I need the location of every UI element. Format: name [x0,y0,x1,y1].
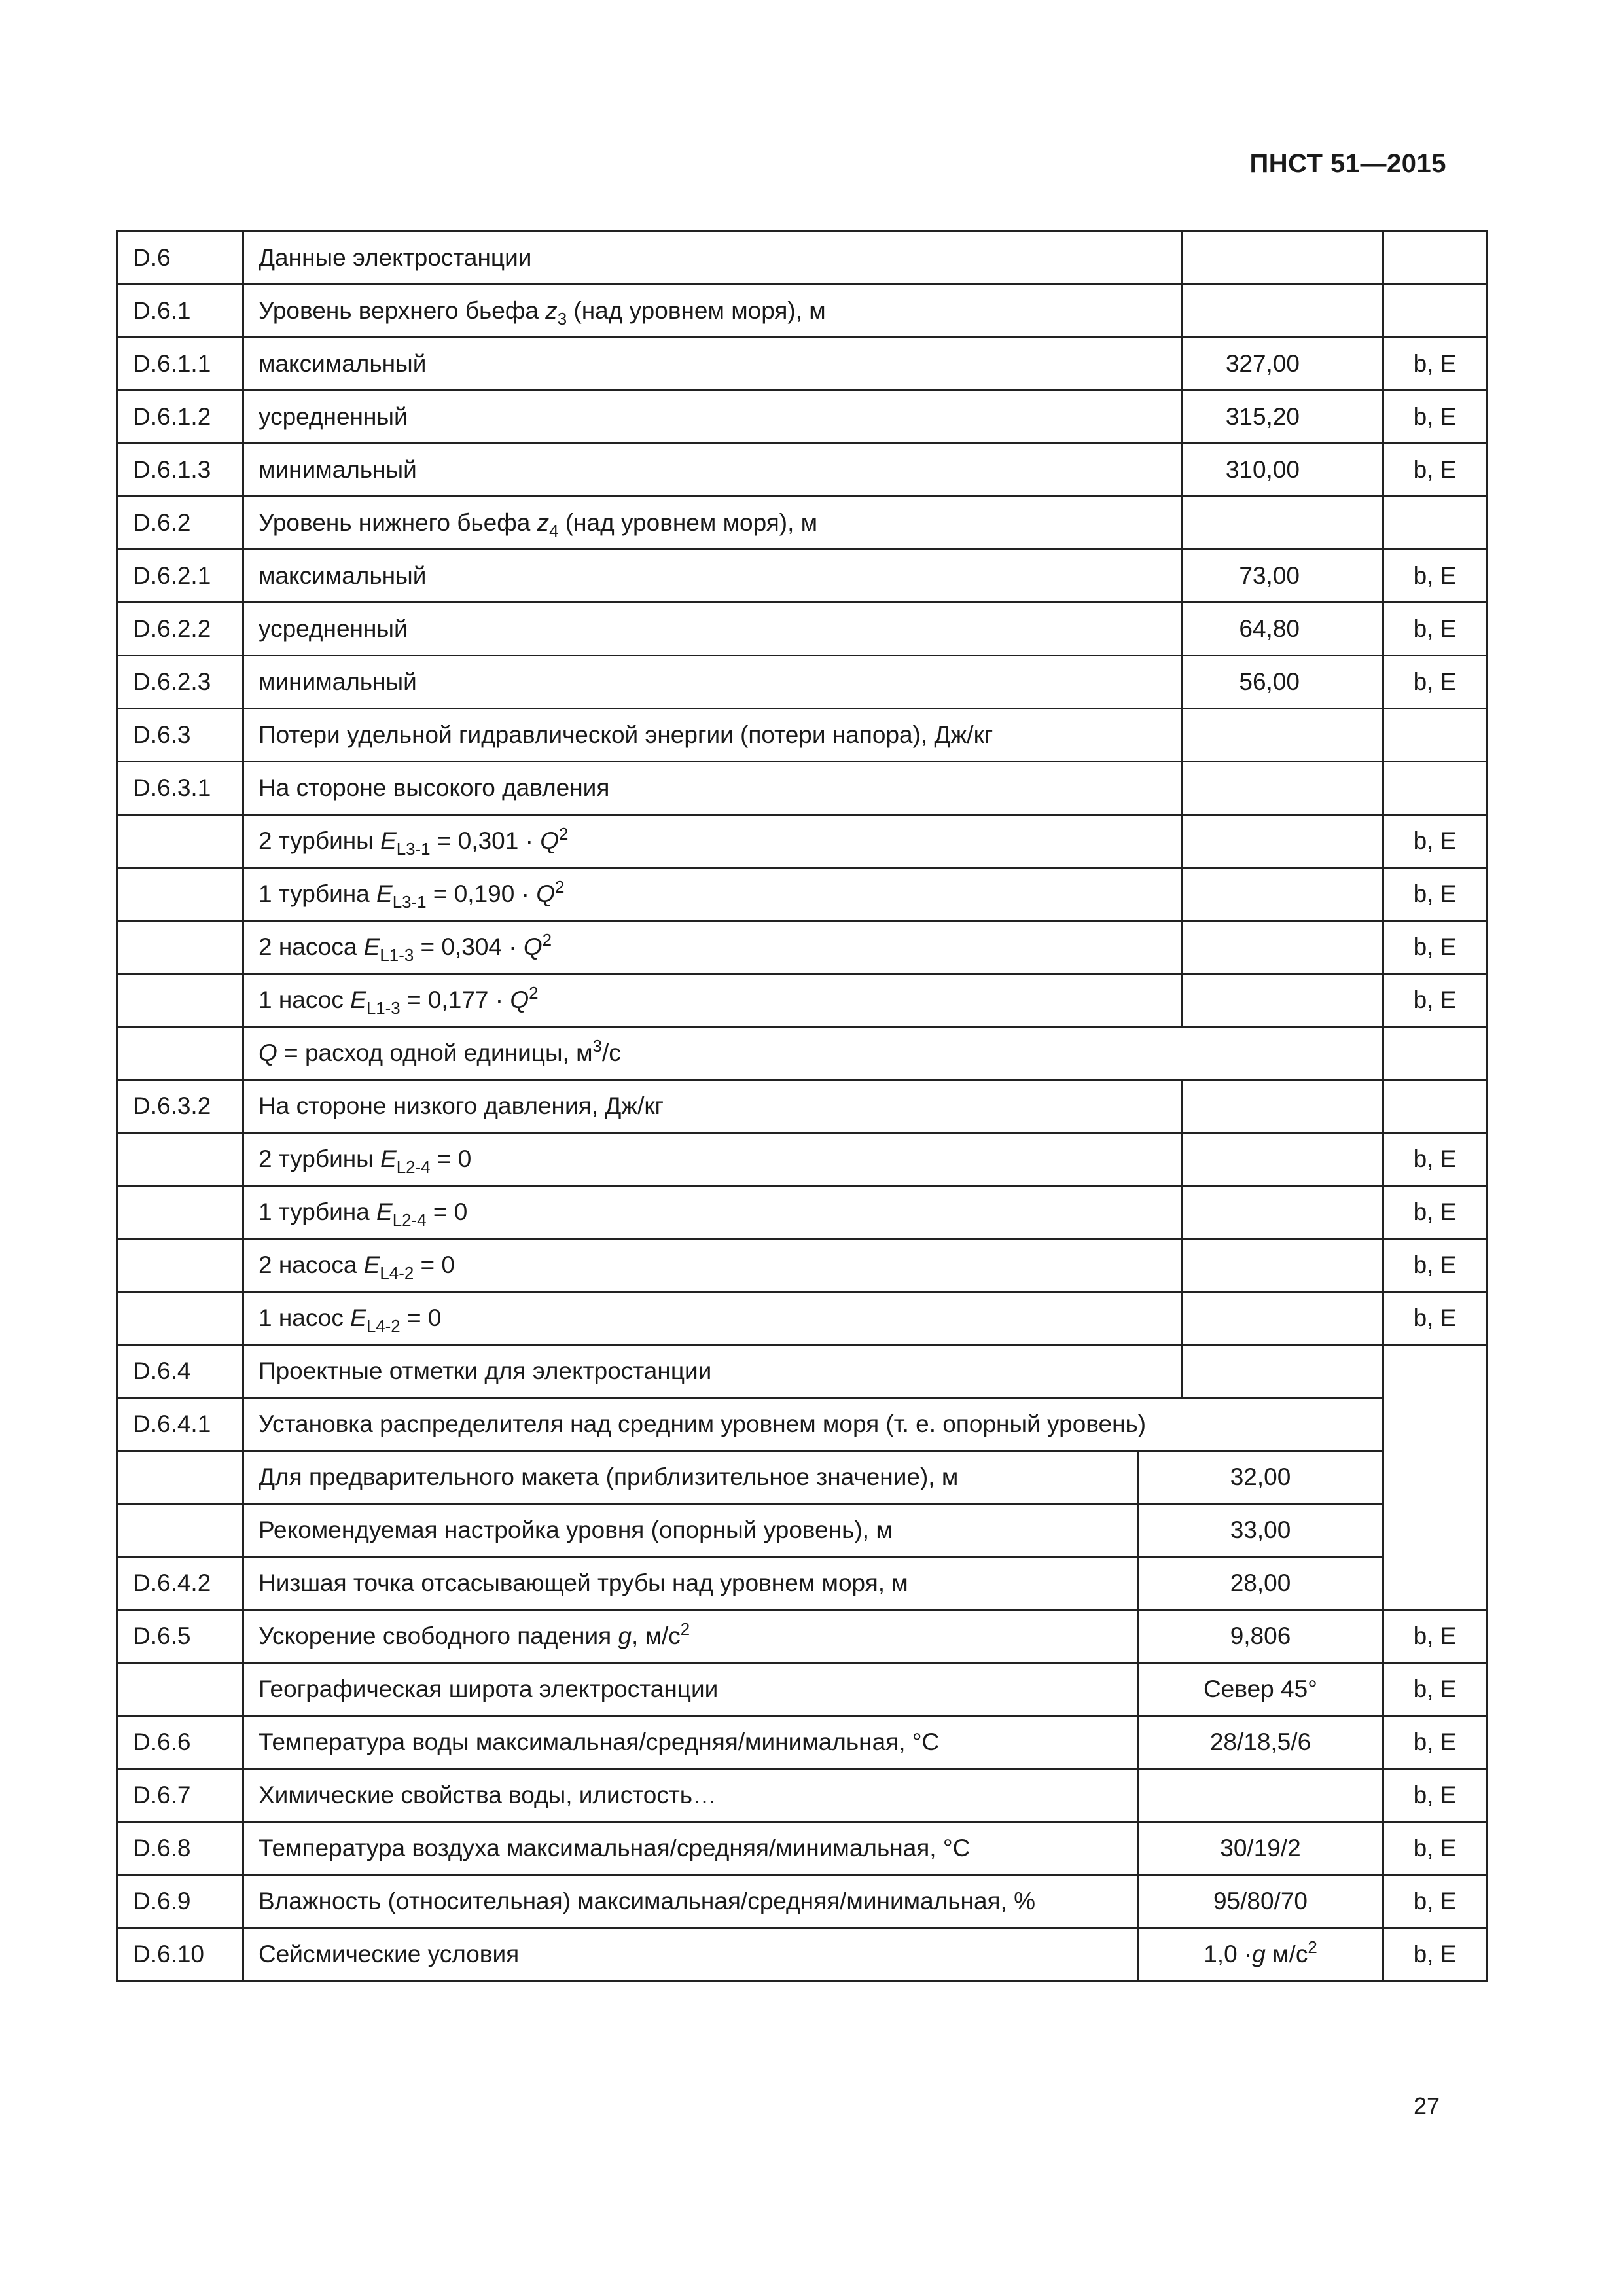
row-source: b, E [1383,391,1487,444]
table-row [118,550,1487,603]
table-row [118,1716,1487,1769]
specification-table [116,230,1488,1982]
row-value [1182,815,1383,868]
row-source: b, E [1383,815,1487,868]
row-description: Q = расход одной единицы, $м^3/с$ [243,1027,1383,1080]
row-code [118,1504,243,1557]
row-code [118,1663,243,1716]
table-row [118,285,1487,338]
row-code: D.6 [118,232,243,285]
table-row [118,391,1487,444]
row-value: 73,00 [1182,550,1383,603]
table-row [118,868,1487,921]
row-value: 9,806 [1138,1610,1383,1663]
row-code: D.6.1.3 [118,444,243,497]
table-row [118,1875,1487,1928]
row-value: 28/18,5/6 [1138,1716,1383,1769]
row-source: b, E [1383,921,1487,974]
row-value: 32,00 [1138,1451,1383,1504]
row-description: 1 турбина $E_{L3-1} = 0,190 \cdot Q^2$ [243,868,1182,921]
row-value: 327,00 [1182,338,1383,391]
row-description: На стороне высокого давления [243,762,1182,815]
table-row [118,338,1487,391]
table-row [118,974,1487,1027]
row-description: Влажность (относительная) максимальная/средняя/минимальная, % [243,1875,1138,1928]
table-row [118,1239,1487,1292]
row-source [1383,232,1487,285]
table-row [118,497,1487,550]
row-code: D.6.3.2 [118,1080,243,1133]
row-code: D.6.1.1 [118,338,243,391]
row-source [1383,285,1487,338]
table-row [118,1610,1487,1663]
row-value [1182,1080,1383,1133]
row-value [1182,1292,1383,1345]
row-source [1383,709,1487,762]
row-code: D.6.4.2 [118,1557,243,1610]
row-source: b, E [1383,1133,1487,1186]
table-row [118,232,1487,285]
row-description: Географическая широта электростанции [243,1663,1138,1716]
row-description: усредненный [243,603,1182,656]
table-row [118,1186,1487,1239]
row-description: 2 турбины $E_{L2-4} = 0$ [243,1133,1182,1186]
row-description: Установка распределителя над средним уровнем моря (т. е. опорный уровень) [243,1398,1383,1451]
table-row [118,1451,1487,1504]
row-description: Рекомендуемая настройка уровня (опорный уровень), м [243,1504,1138,1557]
table-row [118,1345,1487,1398]
row-code: D.6.1.2 [118,391,243,444]
row-code: D.6.6 [118,1716,243,1769]
row-source: b, E [1383,1769,1487,1822]
row-value [1182,974,1383,1027]
row-description: Низшая точка отсасывающей трубы над уровнем моря, м [243,1557,1138,1610]
table-row [118,656,1487,709]
row-source [1383,497,1487,550]
table-row [118,762,1487,815]
row-description: 1 насос $E_{L1-3} = 0,177 \cdot Q^2$ [243,974,1182,1027]
row-value [1182,921,1383,974]
row-description: Уровень нижнего бьефа $z_4$ (над уровнем моря), м [243,497,1182,550]
row-description: максимальный [243,550,1182,603]
row-value [1182,868,1383,921]
row-source: b, E [1383,550,1487,603]
row-description: На стороне низкого давления, Дж/кг [243,1080,1182,1133]
row-source: b, E [1383,1610,1487,1663]
table-row [118,1928,1487,1981]
row-description: 1 турбина $E_{L2-4} = 0$ [243,1186,1182,1239]
row-value [1182,709,1383,762]
row-code [118,921,243,974]
row-value [1182,762,1383,815]
table-row [118,921,1487,974]
row-code: D.6.7 [118,1769,243,1822]
table-row [118,444,1487,497]
row-description: Температура воздуха максимальная/средняя/минимальная, °С [243,1822,1138,1875]
table-row [118,709,1487,762]
table-row [118,1080,1487,1133]
row-code: D.6.2 [118,497,243,550]
row-description: Уровень верхнего бьефа $z_3$ (над уровнем моря), м [243,285,1182,338]
row-description: Потери удельной гидравлической энергии (потери напора), Дж/кг [243,709,1182,762]
merged-source-cell [1383,1345,1487,1610]
row-code: D.6.10 [118,1928,243,1981]
row-value [1182,232,1383,285]
row-code [118,815,243,868]
row-description: Для предварительного макета (приблизительное значение), м [243,1451,1138,1504]
standard-code: ПНСТ 51—2015 [1249,149,1446,178]
table-row [118,1822,1487,1875]
row-code: D.6.9 [118,1875,243,1928]
table-row [118,1663,1487,1716]
row-code [118,1133,243,1186]
row-description: 1 насос $E_{L4-2} = 0$ [243,1292,1182,1345]
table-row [118,815,1487,868]
row-value [1182,1345,1383,1398]
row-description: усредненный [243,391,1182,444]
row-source [1383,762,1487,815]
row-source: b, E [1383,1822,1487,1875]
row-description: Данные электростанции [243,232,1182,285]
row-description: Химические свойства воды, илистость… [243,1769,1138,1822]
page-number: 27 [1413,2092,1440,2119]
row-code [118,1239,243,1292]
row-code: D.6.5 [118,1610,243,1663]
row-value: 33,00 [1138,1504,1383,1557]
row-code [118,1027,243,1080]
row-code: D.6.8 [118,1822,243,1875]
row-source: b, E [1383,1875,1487,1928]
row-source [1383,1080,1487,1133]
row-code: D.6.3 [118,709,243,762]
row-code: D.6.2.2 [118,603,243,656]
row-description: Температура воды максимальная/средняя/минимальная, °С [243,1716,1138,1769]
row-value: 64,80 [1182,603,1383,656]
row-description: 2 турбины $E_{L3-1} = 0,301 \cdot Q^2$ [243,815,1182,868]
row-description: Ускорение свободного падения g, $м/с^2$ [243,1610,1138,1663]
table-row [118,1398,1487,1451]
row-code [118,1451,243,1504]
row-source: b, E [1383,868,1487,921]
row-description: Сейсмические условия [243,1928,1138,1981]
row-source: b, E [1383,1292,1487,1345]
row-source: b, E [1383,1663,1487,1716]
row-value [1138,1769,1383,1822]
row-source: b, E [1383,974,1487,1027]
table-row [118,1133,1487,1186]
table-row [118,1292,1487,1345]
row-value [1182,1186,1383,1239]
row-source: b, E [1383,1186,1487,1239]
row-description: минимальный [243,656,1182,709]
row-source: b, E [1383,656,1487,709]
row-value: Север 45° [1138,1663,1383,1716]
row-code [118,868,243,921]
row-value: 315,20 [1182,391,1383,444]
row-value [1182,497,1383,550]
row-code: D.6.3.1 [118,762,243,815]
row-source: b, E [1383,603,1487,656]
row-code: D.6.4 [118,1345,243,1398]
row-value: 1,0 ·g $м/с^2$ [1138,1928,1383,1981]
row-code: D.6.1 [118,285,243,338]
row-code: D.6.2.1 [118,550,243,603]
row-value: 95/80/70 [1138,1875,1383,1928]
row-code: D.6.4.1 [118,1398,243,1451]
row-value [1182,1133,1383,1186]
row-description: 2 насоса $E_{L4-2} = 0$ [243,1239,1182,1292]
row-value [1182,1239,1383,1292]
row-value: 28,00 [1138,1557,1383,1610]
row-source: b, E [1383,1928,1487,1981]
row-value: 56,00 [1182,656,1383,709]
row-code [118,1292,243,1345]
table-row [118,1769,1487,1822]
row-description: максимальный [243,338,1182,391]
row-description: Проектные отметки для электростанции [243,1345,1182,1398]
table-row [118,603,1487,656]
row-description: минимальный [243,444,1182,497]
row-source [1383,1027,1487,1080]
row-source: b, E [1383,1716,1487,1769]
row-code [118,974,243,1027]
row-value: 30/19/2 [1138,1822,1383,1875]
row-code [118,1186,243,1239]
table-row [118,1504,1487,1557]
row-source: b, E [1383,338,1487,391]
row-value: 310,00 [1182,444,1383,497]
row-value [1182,285,1383,338]
table-row [118,1557,1487,1610]
row-code: D.6.2.3 [118,656,243,709]
row-source: b, E [1383,1239,1487,1292]
row-source: b, E [1383,444,1487,497]
table-row [118,1027,1487,1080]
row-description: 2 насоса $E_{L1-3} = 0,304 \cdot Q^2$ [243,921,1182,974]
